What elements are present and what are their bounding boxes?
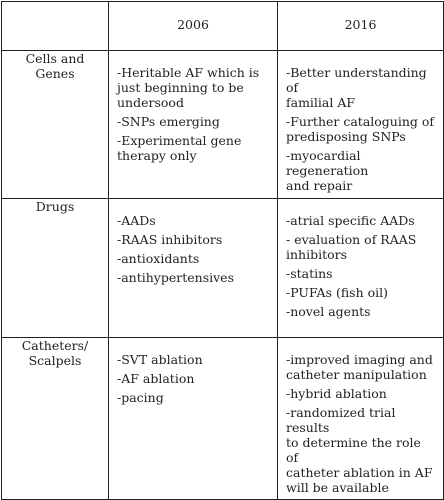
list-item-line: -RAAS inhibitors — [117, 232, 223, 247]
list-item-line: -improved imaging and — [286, 352, 433, 367]
list-item-line: -SVT ablation — [117, 352, 203, 367]
list-item — [117, 352, 271, 367]
list-item-line: -pacing — [117, 390, 164, 405]
list-item-line: -Further cataloguing of — [286, 114, 435, 129]
list-item — [117, 251, 271, 266]
header-cell-2006 — [109, 2, 278, 51]
row-label-cell — [2, 338, 109, 500]
bullet-list — [109, 338, 277, 405]
list-item — [286, 405, 437, 495]
bullet-list — [278, 338, 443, 495]
list-item-line: undersood — [117, 95, 184, 110]
header-year-2016: 2016 — [344, 17, 377, 32]
cell-2006 — [109, 51, 278, 199]
bullet-list — [109, 51, 277, 163]
list-item — [286, 114, 437, 144]
table-row — [2, 199, 444, 338]
list-item-line: -antihypertensives — [117, 270, 234, 285]
row-label-line: Cells and — [25, 51, 85, 66]
list-item-line: -Better understanding of — [286, 65, 427, 95]
list-item-line: -hybrid ablation — [286, 386, 387, 401]
list-item-line: predisposing SNPs — [286, 129, 406, 144]
list-item — [286, 65, 437, 110]
list-item-line: -novel agents — [286, 304, 371, 319]
header-cell-2016 — [278, 2, 444, 51]
row-label-line: Drugs — [35, 199, 75, 214]
list-item-line: -AF ablation — [117, 371, 195, 386]
list-item-line: will be available — [286, 480, 389, 495]
list-item-line: -Experimental gene — [117, 133, 242, 148]
cell-2016 — [278, 199, 444, 338]
list-item-line: and repair — [286, 178, 353, 193]
list-item — [117, 371, 271, 386]
list-item — [117, 390, 271, 405]
header-row — [2, 2, 444, 51]
list-item-line: -AADs — [117, 213, 156, 228]
list-item-line: to determine the role of — [286, 435, 421, 465]
list-item — [117, 232, 271, 247]
row-label-line: Genes — [35, 66, 75, 81]
list-item — [286, 386, 437, 401]
list-item-line: catheter ablation in AF — [286, 465, 433, 480]
list-item-line: -atrial specific AADs — [286, 213, 415, 228]
list-item-line: - evaluation of RAAS — [286, 232, 417, 247]
table-row — [2, 51, 444, 199]
bullet-list — [278, 51, 443, 193]
list-item-line: -myocardial regeneration — [286, 148, 369, 178]
row-label-line: Scalpels — [28, 353, 82, 368]
row-label-cell — [2, 199, 109, 338]
comparison-table — [1, 1, 444, 500]
header-year-2006: 2006 — [177, 17, 209, 32]
table-row — [2, 338, 444, 500]
list-item — [286, 148, 437, 193]
list-item-line: -PUFAs (fish oil) — [286, 285, 389, 300]
list-item — [117, 65, 271, 110]
row-label-line: Catheters/ — [21, 338, 89, 353]
cell-2016 — [278, 51, 444, 199]
list-item — [117, 213, 271, 228]
list-item — [286, 232, 437, 262]
list-item — [286, 285, 437, 300]
list-item-line: just beginning to be — [117, 80, 244, 95]
list-item-line: inhibitors — [286, 247, 348, 262]
list-item-line: -SNPs emerging — [117, 114, 220, 129]
row-label-cell — [2, 51, 109, 199]
list-item — [117, 114, 271, 129]
list-item-line: -Heritable AF which is — [117, 65, 260, 80]
list-item — [286, 352, 437, 382]
list-item — [286, 213, 437, 228]
list-item — [286, 304, 437, 319]
list-item-line: -statins — [286, 266, 333, 281]
bullet-list — [109, 199, 277, 285]
header-corner-cell — [2, 2, 109, 51]
list-item — [286, 266, 437, 281]
bullet-list — [278, 199, 443, 319]
cell-2016 — [278, 338, 444, 500]
cell-2006 — [109, 338, 278, 500]
list-item-line: catheter manipulation — [286, 367, 427, 382]
list-item-line: therapy only — [117, 148, 197, 163]
list-item — [117, 133, 271, 163]
cell-2006 — [109, 199, 278, 338]
list-item-line: -antioxidants — [117, 251, 200, 266]
list-item-line: familial AF — [286, 95, 356, 110]
list-item — [117, 270, 271, 285]
list-item-line: -randomized trial results — [286, 405, 396, 435]
